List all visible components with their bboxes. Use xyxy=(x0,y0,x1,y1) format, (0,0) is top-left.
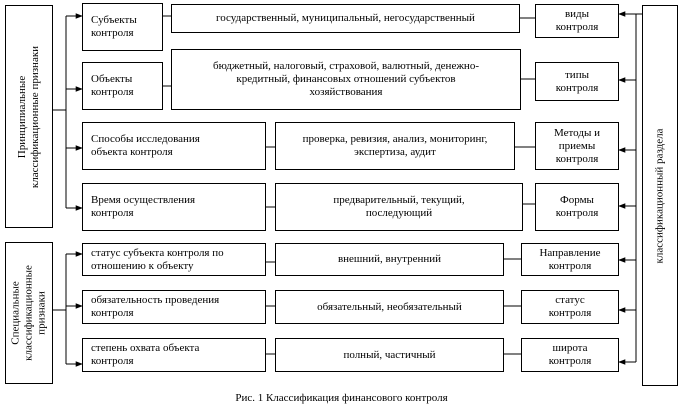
feature-5-line-2: отношению к объекту xyxy=(91,259,194,272)
feature-1-line-2: контроля xyxy=(91,27,134,39)
category-3-line-3: контроля xyxy=(555,152,599,165)
classification-section-header xyxy=(642,5,678,386)
special-header-line-2: классификационные xyxy=(22,265,35,361)
special-features-label xyxy=(10,265,49,361)
feature-timing xyxy=(82,183,266,231)
principal-features-label xyxy=(16,45,42,187)
principal-features-header xyxy=(5,5,53,228)
principal-header-line-1: Принципиальные xyxy=(16,75,28,158)
figure-caption: Рис. 1 Классификация финансового контроля xyxy=(235,392,448,404)
category-1-line-2: контроля xyxy=(555,21,599,33)
values-2-line-2: кредитный, финансовых отношений субъектов xyxy=(236,73,456,85)
special-header-line-3: признаки xyxy=(35,291,48,335)
feature-subjects xyxy=(82,3,163,51)
category-6-line-2: контроля xyxy=(548,307,592,319)
values-subjects xyxy=(171,4,520,33)
values-3-line-2: экспертиза, аудит xyxy=(354,146,436,158)
feature-7-line-1: степень охвата объекта xyxy=(91,342,200,354)
values-subject-status xyxy=(275,243,504,276)
right-header-text: классификационный раздела xyxy=(653,128,666,263)
category-7-line-1: широта xyxy=(552,342,588,354)
feature-3-line-1: Способы исследования xyxy=(91,133,200,145)
category-3-line-2: приемы xyxy=(558,139,596,152)
principal-header-line-2: классификационные признаки xyxy=(29,45,41,188)
category-5-line-2: контроля xyxy=(548,259,592,272)
feature-research-methods xyxy=(82,122,266,170)
values-2-line-3: хозяйствования xyxy=(309,86,383,98)
feature-1-line-1: Субъекты xyxy=(91,14,137,26)
feature-3-line-2: объекта контроля xyxy=(91,146,173,158)
category-4-line-1: Формы xyxy=(560,194,594,206)
values-6-line-1: обязательный, необязательный xyxy=(317,300,462,313)
feature-5-line-1: статус субъекта контроля по xyxy=(91,246,224,259)
feature-7-line-2: контроля xyxy=(91,355,134,367)
category-1-line-1: виды xyxy=(564,8,590,20)
feature-6-line-2: контроля xyxy=(91,307,134,319)
category-types-of-control xyxy=(535,4,619,38)
category-2-line-1: типы xyxy=(565,68,589,81)
values-research-methods xyxy=(275,122,515,170)
values-5-line-1: внешний, внутренний xyxy=(337,253,442,265)
category-4-line-2: контроля xyxy=(555,207,599,219)
category-direction-of-control xyxy=(521,243,619,276)
values-2-line-1: бюджетный, налоговый, страховой, валютный, денежно- xyxy=(213,60,479,72)
category-3-line-1: Методы и xyxy=(554,126,600,139)
values-objects xyxy=(171,49,521,110)
values-timing xyxy=(275,183,523,231)
category-2-line-2: контроля xyxy=(555,81,599,94)
category-forms-of-control xyxy=(535,183,619,231)
values-4-line-2: последующий xyxy=(365,207,433,219)
feature-6-line-1: обязательность проведения xyxy=(91,294,220,306)
feature-4-line-2: контроля xyxy=(91,207,134,219)
values-4-line-1: предварительный, текущий, xyxy=(333,194,465,206)
feature-4-line-1: Время осуществления xyxy=(91,194,196,206)
values-1-line-1: государственный, муниципальный, негосударственный xyxy=(216,12,475,24)
category-5-line-1: Направление xyxy=(539,246,601,259)
category-status-of-control xyxy=(521,290,619,324)
feature-coverage xyxy=(82,338,266,372)
values-3-line-1: проверка, ревизия, анализ, мониторинг, xyxy=(302,133,488,145)
feature-2-line-2: контроля xyxy=(91,86,134,98)
category-7-line-2: контроля xyxy=(548,355,592,367)
special-features-header xyxy=(5,242,53,384)
feature-obligation xyxy=(82,290,266,324)
feature-subject-status xyxy=(82,243,266,276)
values-coverage xyxy=(275,338,504,372)
values-7-line-1: полный, частичный xyxy=(343,348,436,361)
category-methods-and-techniques xyxy=(535,122,619,170)
category-kinds-of-control xyxy=(535,62,619,101)
category-breadth-of-control xyxy=(521,338,619,372)
category-6-line-1: статус xyxy=(555,294,585,306)
feature-2-line-1: Объекты xyxy=(91,73,133,85)
classification-section-label xyxy=(654,128,667,263)
feature-objects xyxy=(82,62,163,110)
values-obligation xyxy=(275,290,504,324)
special-header-line-1: Специальные xyxy=(9,281,22,345)
